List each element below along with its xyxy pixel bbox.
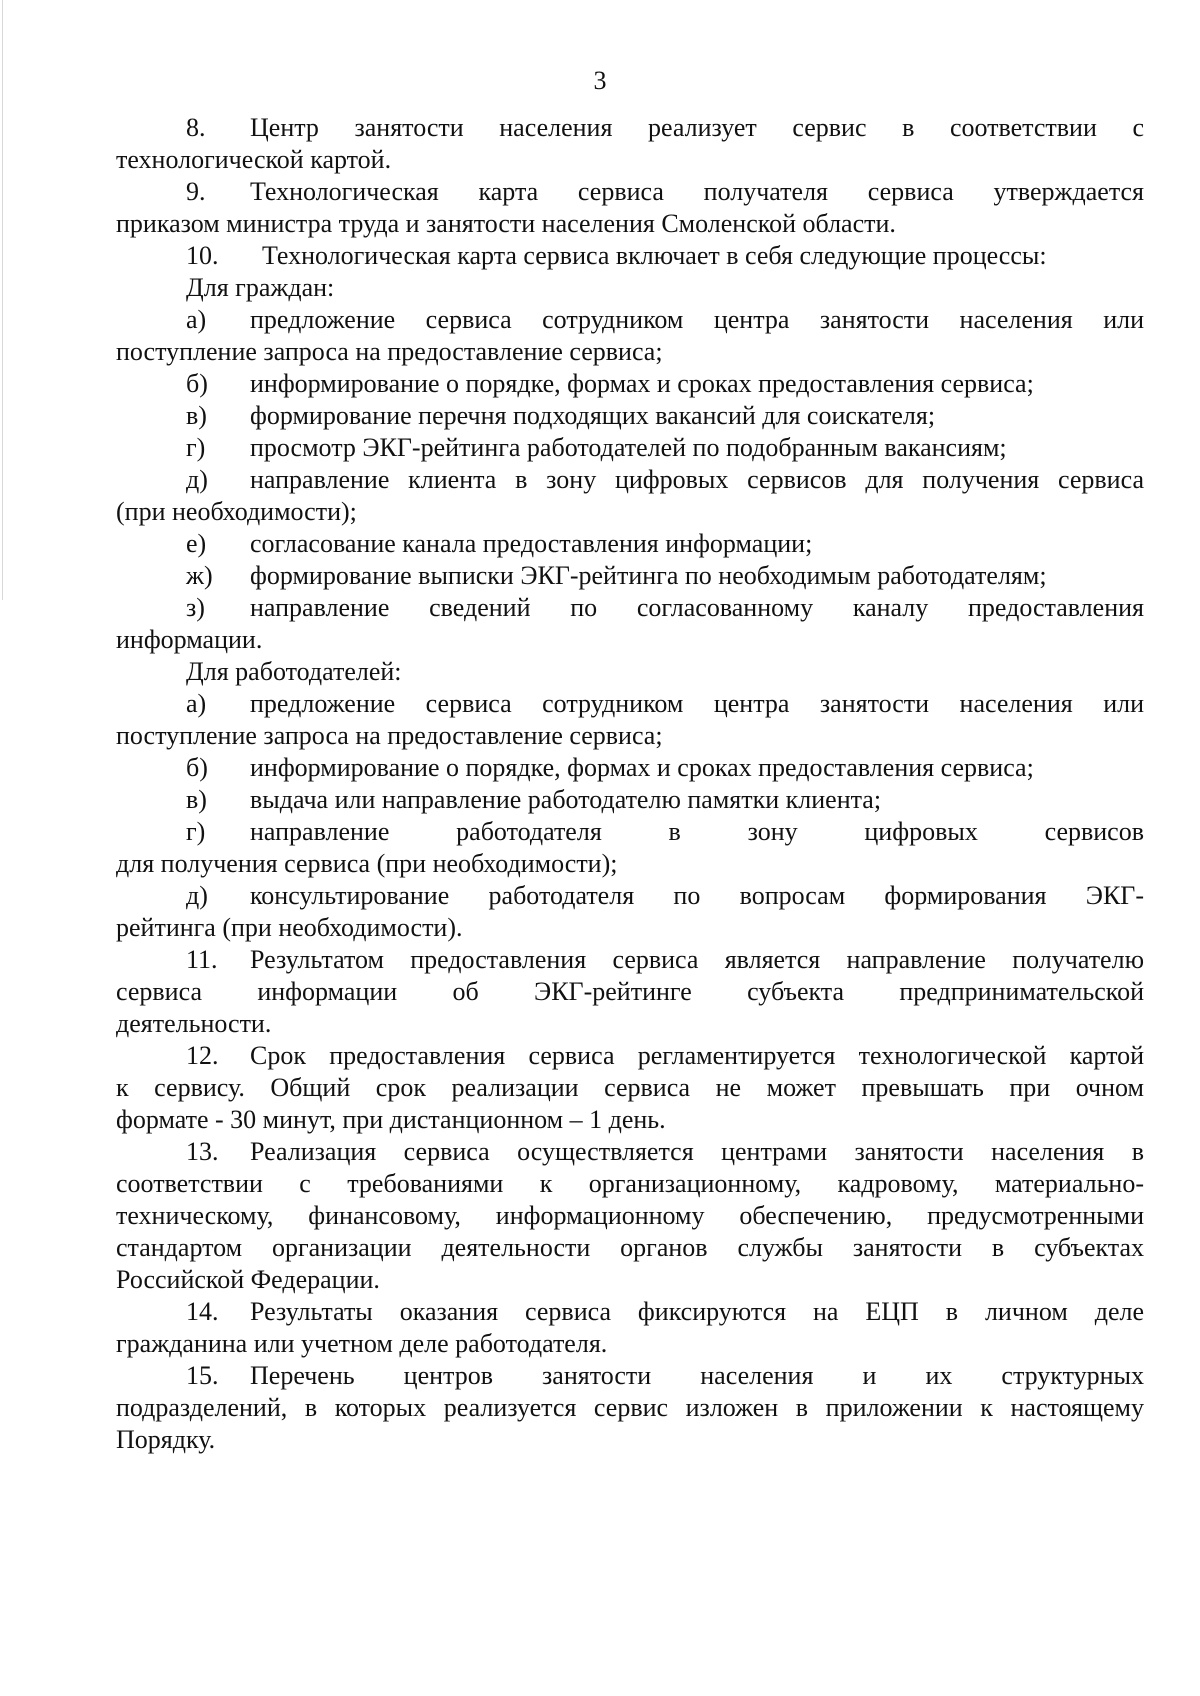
citizens-item-g [116, 432, 1144, 464]
paragraph-line: подразделений, в которых реализуется сервис изложен в приложении к настоящему [116, 1393, 1144, 1422]
list-text: информирование о порядке, формах и сроках предоставления сервиса; [250, 369, 1034, 398]
citizens-item-v [116, 400, 1144, 432]
citizens-item-z [116, 592, 1144, 656]
list-line: рейтинга (при необходимости). [116, 913, 463, 942]
paragraph-line: соответствии с требованиями к организационному, кадровому, материально- [116, 1169, 1144, 1198]
list-line [116, 528, 1144, 560]
list-line [116, 432, 1144, 464]
list-line [116, 784, 1144, 816]
list-marker: в) [186, 401, 207, 430]
paragraph-line: сервиса информации об ЭКГ-рейтинге субъекта предпринимательской [116, 977, 1144, 1006]
section-heading: Для работодателей: [186, 657, 402, 686]
paragraph-text: Результаты оказания сервиса фиксируются на ЕЦП в личном деле [250, 1297, 1144, 1326]
paragraph-line: к сервису. Общий срок реализации сервиса не может превышать при очном [116, 1073, 1144, 1102]
list-marker: д) [186, 465, 208, 494]
list-marker: б) [186, 369, 208, 398]
paragraph-13 [116, 1136, 1144, 1296]
paragraph-text: Технологическая карта сервиса получателя сервиса утверждается [250, 177, 1144, 206]
list-marker: з) [186, 593, 205, 622]
paragraph-8 [116, 112, 1144, 176]
paragraph-number: 12. [186, 1041, 219, 1070]
list-text: предложение сервиса сотрудником центра занятости населения или [250, 305, 1144, 334]
paragraph-14 [116, 1296, 1144, 1360]
paragraph-text: Срок предоставления сервиса регламентируется технологической картой [250, 1041, 1144, 1070]
paragraph-text: Технологическая карта сервиса включает в себя следующие процессы: [262, 241, 1047, 270]
list-line [116, 400, 1144, 432]
employers-item-d [116, 880, 1144, 944]
list-marker: е) [186, 529, 207, 558]
paragraph-line: Порядку. [116, 1425, 216, 1454]
list-line [116, 688, 1144, 720]
list-line [116, 816, 1144, 848]
citizens-item-d [116, 464, 1144, 528]
list-marker: в) [186, 785, 207, 814]
paragraph-line [116, 1360, 1144, 1392]
paragraph-line [116, 1040, 1144, 1072]
paragraph-line: стандартом организации деятельности органов службы занятости в субъектах [116, 1233, 1144, 1262]
paragraph-line [116, 112, 1144, 144]
paragraph-line [116, 240, 1144, 272]
list-marker: д) [186, 881, 208, 910]
list-line [116, 368, 1144, 400]
employers-item-b [116, 752, 1144, 784]
paragraph-number: 15. [186, 1361, 219, 1390]
list-text: направление клиента в зону цифровых сервисов для получения сервиса [250, 465, 1144, 494]
list-marker: а) [186, 305, 207, 334]
section-heading: Для граждан: [186, 273, 335, 302]
paragraph-number: 8. [186, 113, 206, 142]
list-marker: г) [186, 433, 206, 462]
list-line: информации. [116, 625, 263, 654]
paragraph-line: деятельности. [116, 1009, 272, 1038]
paragraph-line: гражданина или учетном деле работодателя. [116, 1329, 608, 1358]
citizens-item-zh [116, 560, 1144, 592]
list-text: согласование канала предоставления информации; [250, 529, 813, 558]
paragraph-number: 11. [186, 945, 218, 974]
list-text: формирование перечня подходящих вакансий для соискателя; [250, 401, 936, 430]
employers-item-g [116, 816, 1144, 880]
list-line [116, 592, 1144, 624]
list-line [116, 880, 1144, 912]
list-line: поступление запроса на предоставление сервиса; [116, 721, 663, 750]
list-marker: ж) [186, 561, 213, 590]
employers-item-v [116, 784, 1144, 816]
list-marker: г) [186, 817, 206, 846]
paragraph-line [116, 944, 1144, 976]
list-line: для получения сервиса (при необходимости); [116, 849, 618, 878]
paragraph-text: Результатом предоставления сервиса является направление получателю [250, 945, 1144, 974]
citizens-item-a [116, 304, 1144, 368]
list-text: просмотр ЭКГ-рейтинга работодателей по подобранным вакансиям; [250, 433, 1007, 462]
paragraph-10 [116, 240, 1144, 272]
page-number: 3 [593, 66, 607, 95]
paragraph-text: Перечень центров занятости населения и их структурных [250, 1361, 1144, 1390]
paragraph-number: 10. [186, 241, 219, 270]
paragraph-line: технологической картой. [116, 145, 392, 174]
paragraph-9 [116, 176, 1144, 240]
paragraph-line [116, 176, 1144, 208]
paragraph-11 [116, 944, 1144, 1040]
paragraph-text: Реализация сервиса осуществляется центрами занятости населения в [250, 1137, 1144, 1166]
paragraph-text: Центр занятости населения реализует сервис в соответствии с [250, 113, 1144, 142]
paragraph-15 [116, 1360, 1144, 1456]
list-text: направление сведений по согласованному каналу предоставления [250, 593, 1144, 622]
list-line [116, 464, 1144, 496]
list-line [116, 304, 1144, 336]
list-line [116, 752, 1144, 784]
document-body [116, 112, 1144, 1456]
paragraph-line: формате - 30 минут, при дистанционном – 1 день. [116, 1105, 666, 1134]
paragraph-line: Российской Федерации. [116, 1265, 380, 1294]
employers-item-a [116, 688, 1144, 752]
list-marker: а) [186, 689, 207, 718]
list-marker: б) [186, 753, 208, 782]
list-line: поступление запроса на предоставление сервиса; [116, 337, 663, 366]
citizens-item-e [116, 528, 1144, 560]
list-text: предложение сервиса сотрудником центра занятости населения или [250, 689, 1144, 718]
paragraph-number: 9. [186, 177, 206, 206]
paragraph-12 [116, 1040, 1144, 1136]
list-text: консультирование работодателя по вопросам формирования ЭКГ- [250, 881, 1144, 910]
paragraph-line: техническому, финансовому, информационному обеспечению, предусмотренными [116, 1201, 1144, 1230]
list-text: выдача или направление работодателю памятки клиента; [250, 785, 882, 814]
list-text: информирование о порядке, формах и сроках предоставления сервиса; [250, 753, 1034, 782]
paragraph-number: 13. [186, 1137, 219, 1166]
citizens-item-b [116, 368, 1144, 400]
list-text: направление работодателя в зону цифровых сервисов [250, 817, 1144, 846]
paragraph-line [116, 1296, 1144, 1328]
paragraph-number: 14. [186, 1297, 219, 1326]
paragraph-line [116, 1136, 1144, 1168]
paragraph-line: приказом министра труда и занятости населения Смоленской области. [116, 209, 896, 238]
list-line: (при необходимости); [116, 497, 357, 526]
list-text: формирование выписки ЭКГ-рейтинга по необходимым работодателям; [250, 561, 1047, 590]
employers-heading [116, 656, 1144, 688]
list-line [116, 560, 1144, 592]
citizens-heading [116, 272, 1144, 304]
